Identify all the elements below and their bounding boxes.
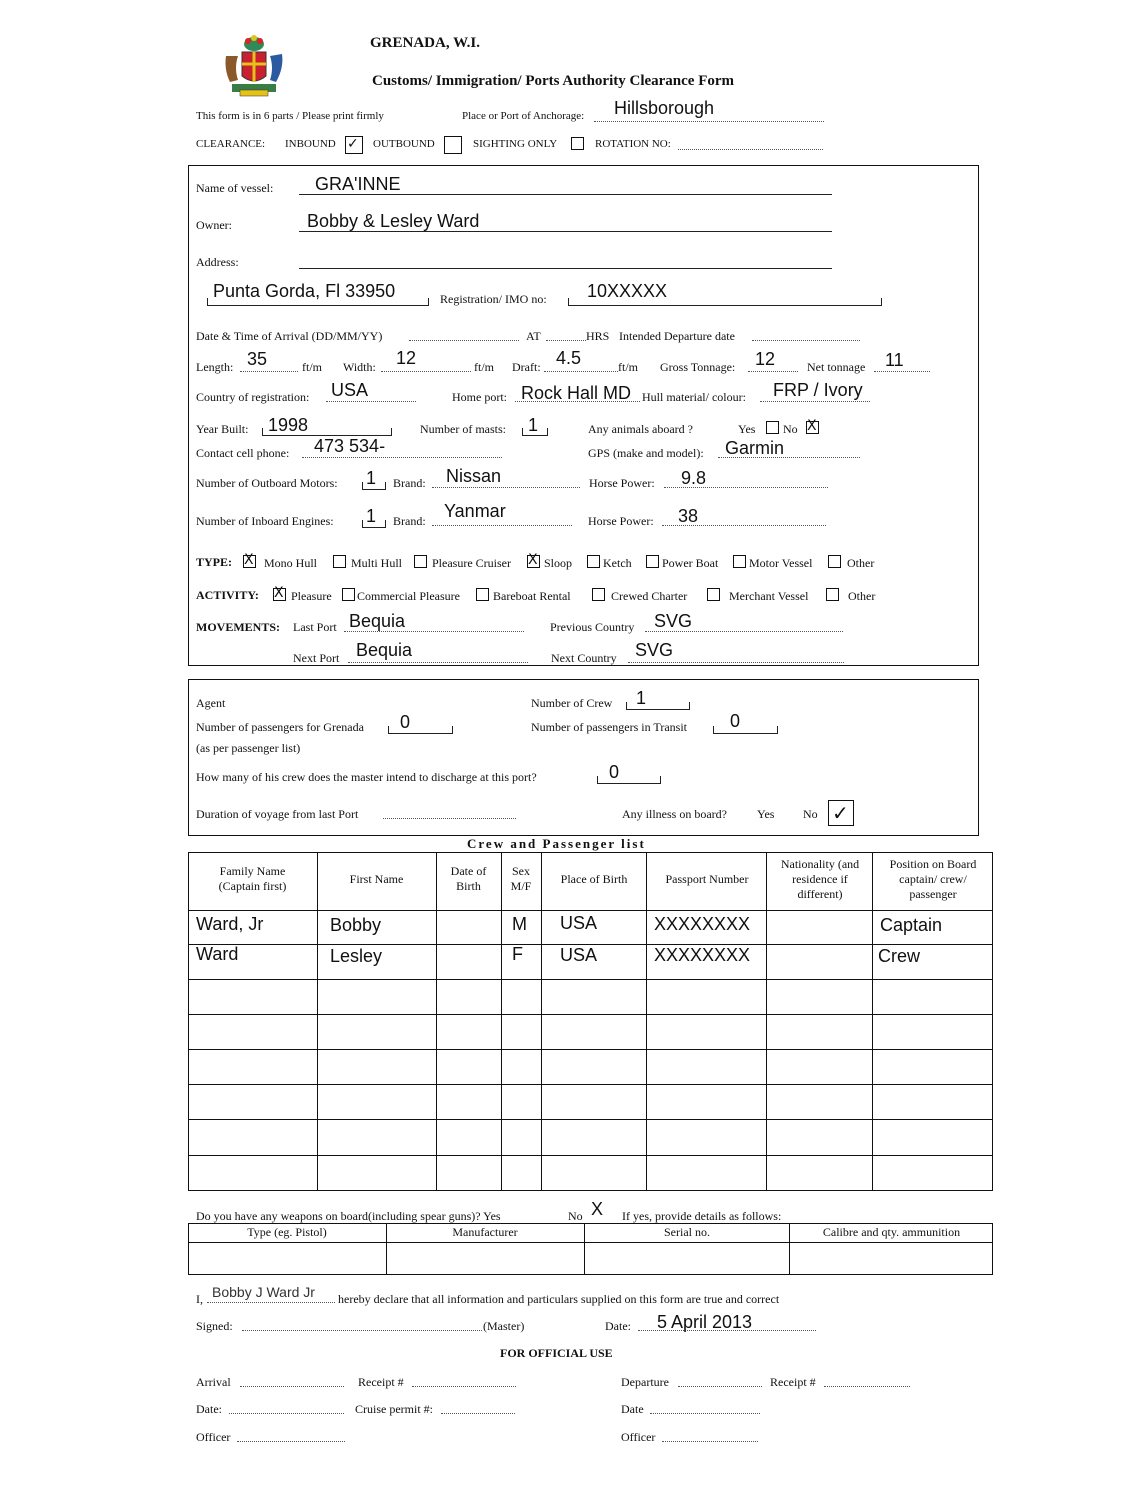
- weapons-details-label: If yes, provide details as follows:: [622, 1209, 782, 1223]
- outboard-brand-value[interactable]: Nissan: [446, 466, 502, 486]
- type-multi-hull-checkbox[interactable]: [333, 555, 346, 568]
- activity-merchant-checkbox[interactable]: [707, 588, 720, 601]
- address-label: Address:: [196, 255, 239, 269]
- country-title: GRENADA, W.I.: [370, 35, 481, 51]
- inboard-label: Number of Inboard Engines:: [196, 514, 334, 528]
- official-receipt1-dotline[interactable]: [412, 1386, 516, 1387]
- clearance-label: CLEARANCE:: [196, 138, 266, 150]
- prev-country-value[interactable]: SVG: [654, 611, 693, 631]
- official-receipt2-dotline[interactable]: [824, 1386, 910, 1387]
- owner-label: Owner:: [196, 218, 232, 232]
- weapons-no-mark[interactable]: X: [591, 1199, 604, 1219]
- outboard-hp-label: Horse Power:: [589, 476, 655, 490]
- weapons-no-label: No: [568, 1209, 583, 1223]
- form-title: Customs/ Immigration/ Ports Authority Clearance Form: [372, 73, 735, 89]
- illness-no-label: No: [803, 807, 818, 821]
- draft-unit: ft/m: [618, 360, 638, 374]
- coat-of-arms-emblem: [218, 32, 290, 100]
- type-sloop-label: Sloop: [544, 556, 573, 570]
- official-cruise-label: Cruise permit #:: [355, 1402, 433, 1416]
- length-value[interactable]: 35: [247, 349, 268, 369]
- header-position: Position on Board captain/ crew/ passenger: [889, 857, 977, 901]
- type-other-label: Other: [847, 556, 875, 570]
- declaration-name-dotline: [207, 1302, 335, 1303]
- type-mono-hull-label: Mono Hull: [264, 556, 318, 570]
- pass-transit-label: Number of passengers in Transit: [531, 720, 687, 734]
- official-officer2-label: Officer: [621, 1430, 656, 1444]
- declaration-i-label: I,: [196, 1292, 203, 1306]
- owner-value[interactable]: Bobby & Lesley Ward: [307, 211, 480, 231]
- year-built-value[interactable]: 1998: [268, 415, 309, 435]
- type-power-boat-label: Power Boat: [662, 556, 719, 570]
- table-row: [189, 979, 993, 1014]
- table-row: [189, 1120, 993, 1155]
- activity-commercial-label: Commercial Pleasure: [357, 589, 460, 603]
- at-label: AT: [526, 329, 541, 343]
- next-country-dotline: [628, 662, 844, 663]
- draft-dotline: [544, 371, 618, 372]
- inboard-value[interactable]: 1: [366, 506, 377, 526]
- row1-family-name[interactable]: Ward, Jr: [196, 914, 264, 934]
- declaration-name-value[interactable]: Bobby J Ward Jr: [212, 1284, 315, 1300]
- hull-value[interactable]: FRP / Ivory: [773, 380, 863, 400]
- inboard-brand-value[interactable]: Yanmar: [444, 501, 506, 521]
- inbound-check-mark: ✓: [347, 136, 359, 152]
- illness-no-mark: ✓: [832, 801, 849, 825]
- hull-dotline: [760, 401, 870, 402]
- activity-crewed-checkbox[interactable]: [592, 588, 605, 601]
- agent-label: Agent: [196, 696, 226, 710]
- row2-first-name[interactable]: Lesley: [330, 946, 383, 966]
- type-mono-hull-mark: X: [244, 552, 254, 568]
- table-row: [189, 1155, 993, 1190]
- header-nationality: Nationality (and residence if different): [780, 857, 860, 901]
- row2-family-name[interactable]: Ward: [196, 944, 239, 964]
- departure-dotline[interactable]: [752, 340, 860, 341]
- draft-label: Draft:: [512, 360, 541, 374]
- official-arrival-label: Arrival: [196, 1375, 231, 1389]
- signed-dotline[interactable]: [242, 1330, 482, 1331]
- activity-other-label: Other: [848, 589, 876, 603]
- duration-dotline[interactable]: [383, 818, 516, 819]
- header-date-of-birth: Date of Birth: [450, 864, 487, 893]
- activity-other-checkbox[interactable]: [826, 588, 839, 601]
- row2-place-of-birth[interactable]: USA: [560, 945, 598, 965]
- official-officer1-dotline[interactable]: [237, 1441, 345, 1442]
- width-unit: ft/m: [474, 360, 494, 374]
- pass-grenada-label: Number of passengers for Grenada: [196, 720, 364, 734]
- inboard-brand-label: Brand:: [393, 514, 426, 528]
- header-place-of-birth: Place of Birth: [560, 872, 628, 886]
- illness-yes-label: Yes: [757, 807, 775, 821]
- inboard-hp-value[interactable]: 38: [678, 506, 699, 526]
- type-other-checkbox[interactable]: [828, 555, 841, 568]
- registration-value[interactable]: 10XXXXX: [587, 281, 668, 301]
- net-tonnage-label: Net tonnage: [807, 360, 866, 374]
- official-date2-dotline[interactable]: [650, 1413, 760, 1414]
- hull-label: Hull material/ colour:: [642, 390, 746, 404]
- official-date2-label: Date: [621, 1402, 644, 1416]
- gross-tonnage-label: Gross Tonnage:: [660, 360, 736, 374]
- official-cruise-dotline[interactable]: [441, 1413, 515, 1414]
- illness-label: Any illness on board?: [622, 807, 727, 821]
- pass-note: (as per passenger list): [196, 741, 301, 755]
- net-tonnage-value[interactable]: 11: [885, 350, 904, 370]
- outboard-value[interactable]: 1: [366, 468, 377, 488]
- next-country-value[interactable]: SVG: [635, 640, 674, 660]
- official-title: FOR OFFICIAL USE: [500, 1346, 613, 1360]
- outboard-label: Number of Outboard Motors:: [196, 476, 338, 490]
- weapons-header-calibre: Calibre and qty. ammunition: [822, 1225, 961, 1239]
- type-motor-vessel-checkbox[interactable]: [733, 555, 746, 568]
- header-family-name: Family Name (Captain first): [218, 864, 287, 893]
- declaration-text: hereby declare that all information and particulars supplied on this form are true and correct: [338, 1292, 780, 1306]
- phone-dotline: [302, 457, 502, 458]
- country-reg-value[interactable]: USA: [331, 380, 369, 400]
- official-receipt2-label: Receipt #: [770, 1375, 816, 1389]
- last-port-label: Last Port: [293, 620, 337, 634]
- next-port-label: Next Port: [293, 651, 340, 665]
- weapons-question: Do you have any weapons on board(including spear guns)? Yes: [196, 1209, 501, 1223]
- activity-bareboat-label: Bareboat Rental: [493, 589, 571, 603]
- home-port-value[interactable]: Rock Hall MD: [521, 383, 632, 403]
- type-pleasure-cruiser-label: Pleasure Cruiser: [432, 556, 511, 570]
- table-row: [189, 1050, 993, 1085]
- pass-transit-value[interactable]: 0: [730, 711, 741, 731]
- gps-value[interactable]: Garmin: [725, 438, 785, 458]
- vessel-name-label: Name of vessel:: [196, 181, 274, 195]
- phone-label: Contact cell phone:: [196, 446, 290, 460]
- activity-bareboat-checkbox[interactable]: [476, 588, 489, 601]
- rotation-dotline[interactable]: [678, 149, 823, 150]
- animals-yes-label: Yes: [738, 422, 756, 436]
- year-built-label: Year Built:: [196, 422, 249, 436]
- row1-sex[interactable]: M: [512, 914, 527, 934]
- gross-tonnage-dotline: [748, 371, 798, 372]
- activity-pleasure-label: Pleasure: [291, 589, 332, 603]
- width-dotline: [381, 371, 471, 372]
- crew-count-label: Number of Crew: [531, 696, 613, 710]
- crew-list-title: Crew and Passenger list: [467, 836, 646, 851]
- masts-value[interactable]: 1: [528, 415, 539, 435]
- next-country-label: Next Country: [551, 651, 617, 665]
- inboard-brand-dotline: [432, 525, 572, 526]
- home-port-label: Home port:: [452, 390, 507, 404]
- official-departure-dotline[interactable]: [678, 1386, 762, 1387]
- prev-country-label: Previous Country: [550, 620, 635, 634]
- official-departure-label: Departure: [621, 1375, 669, 1389]
- type-sloop-mark: X: [528, 552, 538, 568]
- outboard-brand-dotline: [432, 487, 580, 488]
- type-ketch-checkbox[interactable]: [587, 555, 600, 568]
- weapons-header-serial: Serial no.: [664, 1225, 710, 1239]
- type-label: TYPE:: [196, 555, 232, 569]
- signed-label: Signed:: [196, 1319, 233, 1333]
- weapons-header-manufacturer: Manufacturer: [452, 1225, 518, 1239]
- net-tonnage-dotline: [874, 371, 930, 372]
- type-multi-hull-label: Multi Hull: [351, 556, 403, 570]
- animals-no-mark: X: [807, 418, 817, 434]
- row1-place-of-birth[interactable]: USA: [560, 913, 598, 933]
- activity-merchant-label: Merchant Vessel: [729, 589, 809, 603]
- pass-grenada-bracket: [388, 726, 453, 734]
- length-dotline: [240, 371, 298, 372]
- date-value[interactable]: 5 April 2013: [657, 1312, 753, 1332]
- width-value[interactable]: 12: [396, 348, 417, 368]
- discharge-label: How many of his crew does the master intend to discharge at this port?: [196, 770, 537, 784]
- pass-transit-bracket: [713, 726, 778, 734]
- row1-first-name[interactable]: Bobby: [330, 915, 382, 935]
- inboard-hp-label: Horse Power:: [588, 514, 654, 528]
- country-reg-label: Country of registration:: [196, 390, 310, 404]
- type-pleasure-cruiser-checkbox[interactable]: [414, 555, 427, 568]
- vessel-name-value[interactable]: GRA'INNE: [315, 174, 401, 194]
- at-dotline[interactable]: [546, 340, 586, 341]
- movements-label: MOVEMENTS:: [196, 620, 280, 634]
- next-port-dotline: [348, 662, 528, 663]
- activity-label: ACTIVITY:: [196, 588, 259, 602]
- duration-label: Duration of voyage from last Port: [196, 807, 359, 821]
- address-line: [299, 268, 832, 269]
- sighting-label: SIGHTING ONLY: [473, 138, 558, 150]
- length-label: Length:: [196, 360, 234, 374]
- row2-passport[interactable]: XXXXXXXX: [654, 945, 751, 965]
- pass-grenada-value[interactable]: 0: [400, 712, 411, 732]
- official-arrival-dotline[interactable]: [240, 1386, 344, 1387]
- table-row: [189, 1014, 993, 1049]
- gps-label: GPS (make and model):: [588, 446, 704, 460]
- header-sex: Sex M/F: [510, 864, 532, 893]
- discharge-bracket: [597, 776, 661, 784]
- arrival-dotline[interactable]: [409, 340, 519, 341]
- type-ketch-label: Ketch: [603, 556, 632, 570]
- table-row[interactable]: [189, 1243, 993, 1275]
- phone-value[interactable]: 473 534-: [314, 436, 386, 456]
- outbound-checkbox[interactable]: [444, 136, 462, 154]
- sighting-checkbox[interactable]: [571, 137, 584, 150]
- outbound-label: OUTBOUND: [373, 138, 435, 150]
- rotation-label: ROTATION NO:: [595, 138, 671, 150]
- place-value[interactable]: Hillsborough: [614, 98, 715, 118]
- row1-passport[interactable]: XXXXXXXX: [654, 914, 751, 934]
- registration-label: Registration/ IMO no:: [440, 292, 547, 306]
- draft-value[interactable]: 4.5: [556, 348, 582, 368]
- discharge-value[interactable]: 0: [609, 762, 620, 782]
- place-dotline: [594, 121, 824, 122]
- address-value[interactable]: Punta Gorda, Fl 33950: [213, 281, 396, 301]
- official-date1-dotline[interactable]: [229, 1413, 344, 1414]
- crew-count-value[interactable]: 1: [636, 688, 647, 708]
- crew-list-table: [188, 852, 993, 1191]
- official-officer2-dotline[interactable]: [662, 1441, 758, 1442]
- weapons-header-type: Type (eg. Pistol): [247, 1225, 327, 1239]
- animals-yes-checkbox[interactable]: [766, 421, 779, 434]
- gross-tonnage-value[interactable]: 12: [755, 349, 776, 369]
- row1-position[interactable]: Captain: [880, 915, 943, 935]
- length-unit: ft/m: [302, 360, 322, 374]
- last-port-value[interactable]: Bequia: [349, 611, 406, 631]
- header-first-name: First Name: [349, 872, 404, 886]
- place-label: Place or Port of Anchorage:: [462, 110, 585, 122]
- departure-label: Intended Departure date: [619, 329, 735, 343]
- activity-commercial-checkbox[interactable]: [342, 588, 355, 601]
- hrs-label: HRS: [586, 329, 610, 343]
- form-note: This form is in 6 parts / Please print firmly: [196, 110, 384, 122]
- next-port-value[interactable]: Bequia: [356, 640, 413, 660]
- master-label: (Master): [483, 1319, 525, 1333]
- activity-crewed-label: Crewed Charter: [611, 589, 688, 603]
- inbound-label: INBOUND: [285, 138, 336, 150]
- animals-label: Any animals aboard ?: [588, 422, 693, 436]
- table-row: [189, 1085, 993, 1120]
- arrival-label: Date & Time of Arrival (DD/MM/YY): [196, 329, 383, 343]
- official-receipt1-label: Receipt #: [358, 1375, 404, 1389]
- width-label: Width:: [343, 360, 376, 374]
- row2-position[interactable]: Crew: [878, 946, 921, 966]
- official-date1-label: Date:: [196, 1402, 222, 1416]
- animals-no-label: No: [783, 422, 798, 436]
- official-officer1-label: Officer: [196, 1430, 231, 1444]
- header-passport-number: Passport Number: [665, 872, 749, 886]
- type-motor-vessel-label: Motor Vessel: [749, 556, 813, 570]
- masts-label: Number of masts:: [420, 422, 506, 436]
- outboard-brand-label: Brand:: [393, 476, 426, 490]
- country-reg-dotline: [326, 401, 416, 402]
- row2-sex[interactable]: F: [512, 944, 523, 964]
- date-label: Date:: [605, 1319, 631, 1333]
- outboard-hp-value[interactable]: 9.8: [681, 468, 707, 488]
- type-power-boat-checkbox[interactable]: [646, 555, 659, 568]
- activity-pleasure-mark: X: [274, 585, 284, 601]
